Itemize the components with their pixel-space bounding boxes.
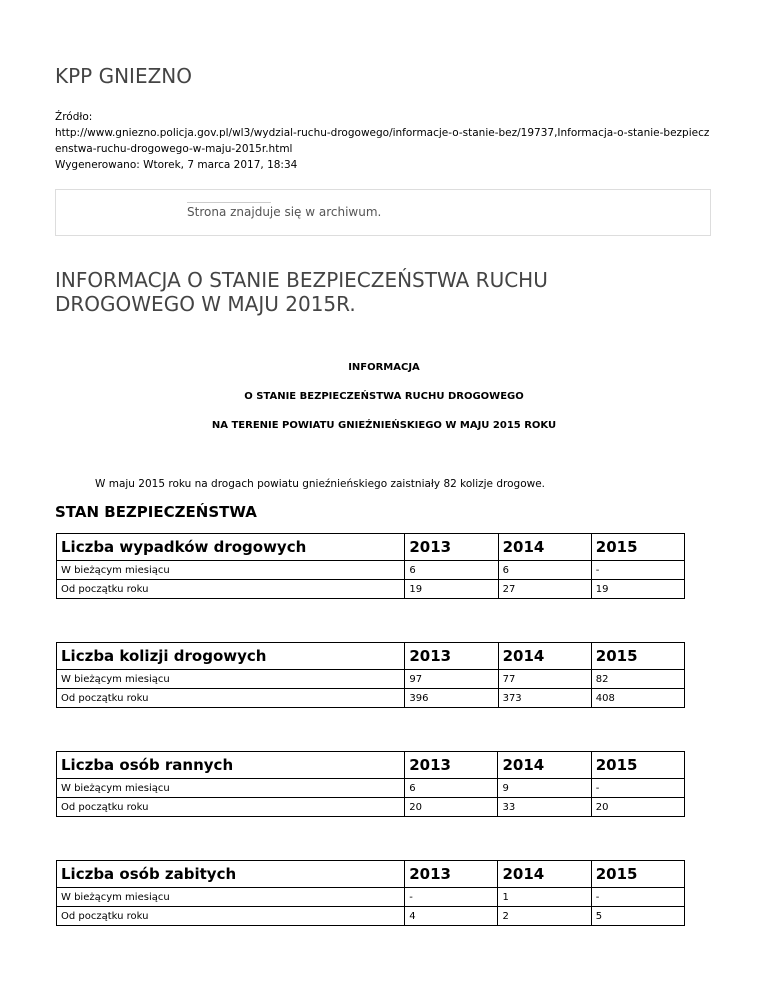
row-label: W bieżącym miesiącu [57, 670, 405, 689]
table-cell: 6 [405, 561, 498, 580]
table-cell: 97 [405, 670, 498, 689]
site-title: KPP GNIEZNO [55, 64, 192, 88]
year-header: 2013 [405, 861, 498, 888]
intro-paragraph: W maju 2015 roku na drogach powiatu gnieźnieńskiego zaistniały 82 kolizje drogowe. [95, 478, 545, 490]
doc-heading-line-1: INFORMACJA [348, 362, 420, 373]
section-heading: STAN BEZPIECZEŃSTWA [55, 503, 257, 521]
table-cell: 77 [498, 670, 591, 689]
doc-heading-line-3: NA TERENIE POWIATU GNIEŹNIEŃSKIEGO W MAJU 2015 ROKU [211, 420, 557, 431]
table-cell: - [591, 888, 684, 907]
year-header: 2014 [498, 752, 591, 779]
source-url: http://www.gniezno.policja.gov.pl/wl3/wydzial-ruchu-drogowego/informacje-o-stanie-bez/19737,Informacja-o-stanie-bezpieczenstwa-ruchu-drogowego-w-maju-2015r.html [55, 127, 710, 155]
table-cell: - [405, 888, 498, 907]
page-title: INFORMACJA O STANIE BEZPIECZEŃSTWA RUCHU DROGOWEGO W MAJU 2015R. [55, 268, 548, 316]
table-cell: 20 [405, 798, 498, 817]
table-row [57, 798, 685, 817]
year-header: 2015 [591, 534, 684, 561]
table-row [57, 689, 685, 708]
table-cell: 5 [591, 907, 684, 926]
table-cell: 1 [498, 888, 591, 907]
table-cell: 2 [498, 907, 591, 926]
row-label: W bieżącym miesiącu [57, 888, 405, 907]
stats-table-killed [56, 860, 685, 926]
table-cell: 396 [405, 689, 498, 708]
year-header: 2013 [405, 534, 498, 561]
table-cell: 9 [498, 779, 591, 798]
table-cell: 4 [405, 907, 498, 926]
archive-divider [187, 202, 271, 203]
stats-table-collisions [56, 642, 685, 708]
doc-heading-line-2: O STANIE BEZPIECZEŃSTWA RUCHU DROGOWEGO [244, 391, 524, 402]
table-title: Liczba wypadków drogowych [57, 534, 405, 561]
stats-table-injured [56, 751, 685, 817]
year-header: 2014 [498, 534, 591, 561]
table-title: Liczba kolizji drogowych [57, 643, 405, 670]
table-row [57, 779, 685, 798]
table-cell: 6 [498, 561, 591, 580]
row-label: Od początku roku [57, 689, 405, 708]
generated-date: Wygenerowano: Wtorek, 7 marca 2017, 18:34 [55, 159, 298, 171]
table-header-row [57, 643, 685, 670]
table-cell: - [591, 779, 684, 798]
table-row [57, 907, 685, 926]
row-label: Od początku roku [57, 580, 405, 599]
row-label: W bieżącym miesiącu [57, 779, 405, 798]
table-cell: 373 [498, 689, 591, 708]
table-header-row [57, 534, 685, 561]
row-label: Od początku roku [57, 907, 405, 926]
table-row [57, 561, 685, 580]
row-label: Od początku roku [57, 798, 405, 817]
table-cell: 6 [405, 779, 498, 798]
year-header: 2015 [591, 861, 684, 888]
table-row [57, 670, 685, 689]
archive-notice: Strona znajduje się w archiwum. [187, 205, 382, 219]
table-row [57, 888, 685, 907]
table-header-row [57, 861, 685, 888]
table-cell: 82 [591, 670, 684, 689]
table-title: Liczba osób rannych [57, 752, 405, 779]
year-header: 2013 [405, 752, 498, 779]
archive-notice-box [55, 189, 711, 236]
table-cell: - [591, 561, 684, 580]
table-cell: 19 [405, 580, 498, 599]
stats-table-accidents [56, 533, 685, 599]
table-cell: 19 [591, 580, 684, 599]
table-title: Liczba osób zabitych [57, 861, 405, 888]
table-cell: 27 [498, 580, 591, 599]
source-label: Źródło: [55, 111, 93, 123]
table-header-row [57, 752, 685, 779]
table-row [57, 580, 685, 599]
print-meta [55, 109, 715, 173]
year-header: 2013 [405, 643, 498, 670]
table-cell: 20 [591, 798, 684, 817]
year-header: 2014 [498, 643, 591, 670]
year-header: 2015 [591, 752, 684, 779]
year-header: 2015 [591, 643, 684, 670]
year-header: 2014 [498, 861, 591, 888]
row-label: W bieżącym miesiącu [57, 561, 405, 580]
table-cell: 33 [498, 798, 591, 817]
table-cell: 408 [591, 689, 684, 708]
